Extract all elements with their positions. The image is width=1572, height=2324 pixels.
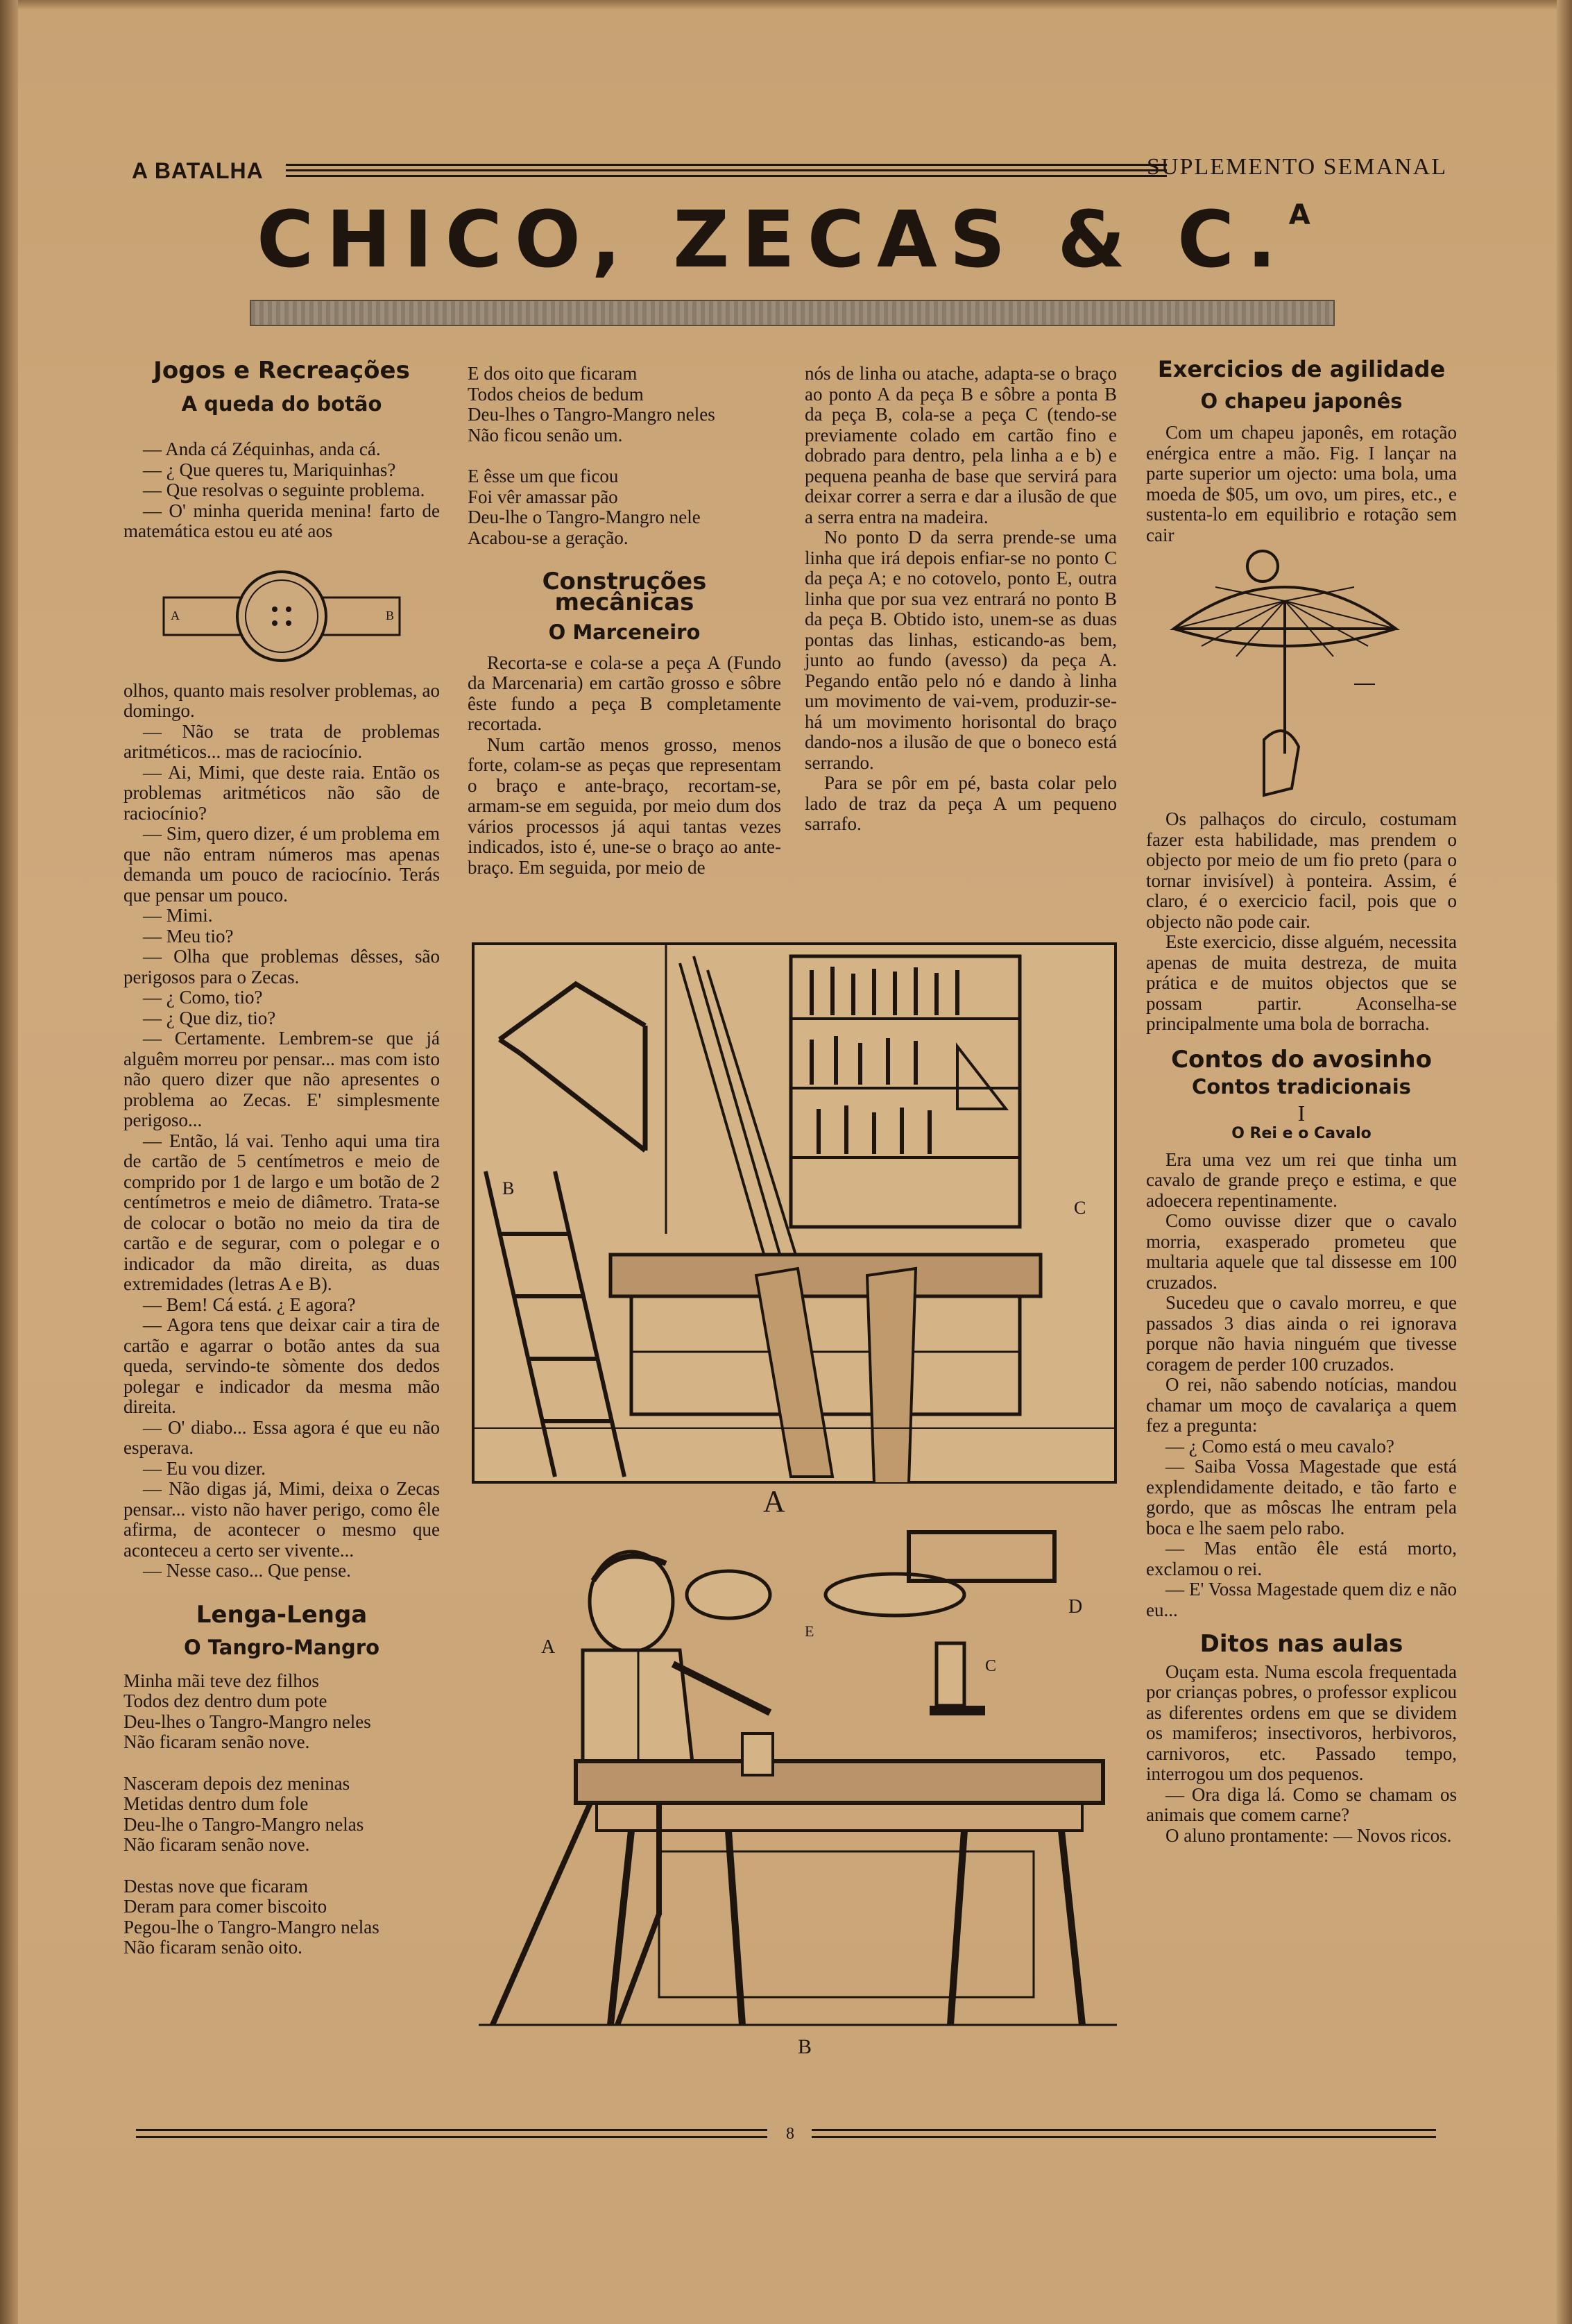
section-title-construcoes: Construções mecânicas (542, 568, 707, 616)
verse-line: E dos oito que ficaram (468, 363, 638, 384)
button-figure (123, 542, 440, 681)
figure-label-a-bottom: A (763, 1484, 785, 1518)
footer-rule-left-2 (136, 2136, 767, 2138)
paragraph: Com um chapeu japonês, em rotação enérgica entre a mão. Fig. I lançar na parte superior um ojecto: uma bola, uma moeda de $05, um ovo, um pires, etc., e sustenta-lo em equilibrio e rotação sem cair (1146, 422, 1457, 545)
paragraph: — ¿ Como, tio? (143, 987, 263, 1008)
story-number: I (1297, 1100, 1306, 1126)
verse-line: Deu-lhe o Tangro-Mangro nelas (123, 1813, 364, 1835)
figure-label-a-man: A (541, 1636, 556, 1658)
verse-line: Todos dez dentro dum pote (123, 1690, 327, 1711)
paragraph: No ponto D da serra prende-se uma linha que irá depois enfiar-se no ponto C da peça A; e no cotovelo, ponto E, outra linha que por sua vez entrará no ponto B da peça B. Obtido isto, unem-se as duas pontas das linhas, esticando-as bem, junto ao fundo (avesso) da peça A. Pegando então pelo nó e dando à linha um movimento de vai-vem, produzir-se-há um movimento horisontal do braço dando-nos a ilusão de que o boneco está serrando. (805, 527, 1117, 773)
verse-line: Não ficou senão um. (468, 424, 623, 446)
paragraph: Sucedeu que o cavalo morreu, e que passados 3 dias ainda o rei ignorava porque não havia ninguém que tivesse coragem de perder 100 cruzados. (1146, 1292, 1457, 1375)
paragraph: — O' minha querida menina! farto de matemática estou eu até aos (123, 500, 440, 541)
section-subtitle-contos: Contos tradicionais (1192, 1075, 1411, 1099)
section-title-contos: Contos do avosinho (1171, 1045, 1432, 1074)
paragraph: — Bem! Cá está. ¿ E agora? (143, 1294, 356, 1315)
paragraph: — Não digas já, Mimi, deixa o Zecas pensar... visto não haver perigo, como êle afirma, de acontecer o mesmo que aconteceu a certo ser vivente... (123, 1478, 440, 1561)
figure-label-d: D (1068, 1596, 1083, 1618)
paragraph: — Ora diga lá. Como se chamam os animais que comem carne? (1146, 1783, 1457, 1825)
paragraph: Para se pôr em pé, basta colar pelo lado de traz da peça A um pequeno sarrafo. (805, 772, 1117, 834)
section-subtitle-marceneiro: O Marceneiro (548, 620, 701, 644)
brand-name: A BATALHA (132, 158, 264, 183)
page-number: 8 (786, 2125, 794, 2143)
paragraph: — ¿ Que queres tu, Mariquinhas? (143, 459, 396, 480)
story-title: O Rei e o Cavalo (1231, 1125, 1372, 1142)
figure-label-c: C (985, 1657, 997, 1675)
column-2 (468, 364, 781, 878)
page-edge-right (1557, 0, 1572, 2324)
verse-line: Minha mãi teve dez filhos (123, 1670, 319, 1691)
figure-label-b-top: B (502, 1178, 515, 1198)
paragraph: — ¿ Como está o meu cavalo? (1165, 1435, 1394, 1457)
paragraph: — Certamente. Lembrem-se que já alguêm morreu por pensar... mas com isto não quero dizer que não apresentes o problema ao Zecas. E' simplesmente perigoso... (123, 1028, 440, 1130)
section-subtitle-chapeu: O chapeu japonês (1200, 389, 1403, 413)
masthead-title-text: CHICO, ZECAS & C. (257, 195, 1289, 285)
column-1 (123, 357, 440, 1958)
section-title-jogos: Jogos e Recreações (153, 357, 410, 384)
verse-line: Não ficaram senão nove. (123, 1834, 310, 1855)
header-rule-3 (286, 175, 1167, 177)
masthead-title (257, 195, 1367, 285)
paragraph: Os palhaços do circulo, costumam fazer esta habilidade, mas prendem o objecto por meio de um fio preto (para o tornar invisível) à ponteira. Assim, é claro, é o exercicio facil, pois que o objecto não pode cair. (1146, 808, 1457, 932)
verse-line: E êsse um que ficou (468, 466, 619, 486)
paragraph: — ¿ Que diz, tio? (143, 1007, 276, 1028)
workshop-background-figure (472, 942, 1117, 1484)
section-title-lenga: Lenga-Lenga (196, 1600, 368, 1629)
paragraph: Era uma vez um rei que tinha um cavalo de grande preço e estima, e que adoecera repentinamente. (1146, 1148, 1457, 1211)
carpenter-figure (479, 1525, 1117, 2058)
section-subtitle-queda: A queda do botão (181, 391, 382, 416)
paragraph: — Sim, quero dizer, é um problema em que não entram números mas apenas demanda um pouco de raciocínio. Terás que pensar um pouco. (123, 823, 440, 906)
verse-line: Todos cheios de bedum (468, 383, 644, 405)
paragraph: Ouçam esta. Numa escola frequentada por crianças pobres, o professor explicou as diferentes ordens em que se dividem os mamiferos; insectivoros, herbivoros, carnivoros, etc. Passado tempo, interrogou um dos pequenos. (1146, 1661, 1457, 1784)
paragraph: — E' Vossa Magestade quem diz e não eu... (1146, 1579, 1457, 1620)
verse-line: Acabou-se a geração. (468, 527, 629, 548)
figure-label-b-man: B (798, 2035, 812, 2058)
paragraph: — Mimi. (143, 905, 213, 926)
carpenter-illustration (479, 1525, 1117, 2053)
figure-label-b: B (386, 608, 395, 622)
paragraph: — Nesse caso... Que pense. (143, 1560, 351, 1581)
footer-rule-left-1 (136, 2129, 767, 2131)
paragraph: — Anda cá Zéquinhas, anda cá. (143, 439, 381, 459)
paragraph: Num cartão menos grosso, menos forte, colam-se as peças que representam o braço e ante-braço, recortam-se, armam-se em seguida, por meio dum dos vários processos já aqui tantas vezes indicados, isto é, une-se o braço ao ante-braço. Em seguida, por meio de (468, 733, 781, 878)
verse-line: Deram para comer biscoito (123, 1896, 327, 1917)
paragraph: — Meu tio? (143, 925, 234, 947)
header-rule-1 (286, 164, 1167, 166)
section-subtitle-tangro: O Tangro-Mangro (183, 1636, 380, 1659)
workshop-illustration (472, 942, 1117, 1484)
figure-label-a: A (171, 608, 180, 622)
paragraph: O rei, não sabendo notícias, mandou chamar um moço de cavalariça a quem fez a pregunta: (1146, 1374, 1457, 1436)
column-4 (1146, 356, 1457, 1846)
footer-rule-right-2 (812, 2136, 1436, 2138)
supplement-label: SUPLEMENTO SEMANAL (1146, 154, 1447, 180)
umbrella-figure (1146, 545, 1457, 809)
paragraph: — Ai, Mimi, que deste raia. Então os problemas aritméticos não são de raciocínio? (123, 761, 440, 824)
figure-label-c-top: C (1074, 1198, 1086, 1218)
footer-rule-right-1 (812, 2129, 1436, 2131)
masthead-bar (250, 300, 1335, 326)
section-title-ditos: Ditos nas aulas (1199, 1630, 1403, 1658)
paragraph: Este exercicio, disse alguém, necessita apenas de muita destreza, de muita prática e de muitos objectos que se possam partir. Aconselha-se principalmente uma bola de borracha. (1146, 931, 1457, 1034)
paragraph: nós de linha ou atache, adapta-se o braço ao ponto A da peça B e sôbre a ponta B da peça B, cola-se a peça C (tendo-se previamente colado em cartão fino e dobrado para dentro, pela linha a e b) e pequena peanha de base que servirá para deixar correr a serra e dar a ilusão de que a serra entra na madeira. (805, 363, 1117, 527)
paragraph: — Que resolvas o seguinte problema. (143, 480, 425, 500)
verse-line: Não ficaram senão oito. (123, 1937, 302, 1958)
paragraph: — Agora tens que deixar cair a tira de cartão e agarrar o botão antes da sua queda, servindo-te sòmente dos dedos polegar e indicador da mesma mão direita. (123, 1314, 440, 1417)
verse-line: Deu-lhes o Tangro-Mangro neles (123, 1711, 371, 1732)
paragraph: — Então, lá vai. Tenho aqui uma tira de cartão de 5 centímetros e meio de comprido por 1 de largo e um botão de 2 centímetros e meio de diâmetro. Trata-se de colocar o botão no meio da tira de cartão e de segurar, com o polegar e o indicador da mão direita, as duas extremidades (letras A e B). (123, 1130, 440, 1294)
section-title-exercicios: Exercicios de agilidade (1157, 356, 1446, 382)
paragraph: olhos, quanto mais resolver problemas, ao domingo. (123, 679, 440, 721)
paragraph: Recorta-se e cola-se a peça A (Fundo da Marcenaria) em cartão grosso e sôbre êste fundo a peça B completamente recortada. (468, 652, 781, 734)
paragraph: — Mas então êle está morto, exclamou o rei. (1146, 1538, 1457, 1579)
verse-line: Pegou-lhe o Tangro-Mangro nelas (123, 1916, 379, 1937)
masthead-title-sup: A (1288, 199, 1310, 231)
column-3 (805, 364, 1117, 835)
paragraph: Como ouvisse dizer que o cavalo morria, exasperado prometeu que multaria aquele que tal dissesse em 100 cruzados. (1146, 1210, 1457, 1293)
paragraph: — Olha que problemas dêsses, são perigosos para o Zecas. (123, 946, 440, 987)
paragraph: — Eu vou dizer. (143, 1457, 266, 1479)
japanese-umbrella-illustration (1146, 545, 1457, 809)
verse-line: Destas nove que ficaram (123, 1875, 309, 1897)
page-edge-top (0, 0, 1572, 10)
page-edge-left (0, 0, 18, 2324)
paragraph: — Saiba Vossa Magestade que está explendidamente deitado, e tão farto e gordo, que as môscas lhe entram pela boca e lhe saem pelo rabo. (1146, 1456, 1457, 1538)
verse-line: Metidas dentro dum fole (123, 1793, 309, 1814)
verse-line: Deu-lhes o Tangro-Mangro neles (468, 404, 715, 425)
paragraph: — O' diabo... Essa agora é que eu não esperava. (123, 1416, 440, 1458)
verse-line: Deu-lhe o Tangro-Mangro nele (468, 507, 701, 527)
verse-line: Nasceram depois dez meninas (123, 1772, 350, 1794)
header-rule-2 (286, 169, 1167, 171)
verse-line: Foi vêr amassar pão (468, 486, 618, 507)
paragraph: — Não se trata de problemas aritméticos... mas de raciocínio. (123, 720, 440, 762)
figure-label-e: E (805, 1622, 814, 1640)
verse-line: Não ficaram senão nove. (123, 1731, 310, 1752)
paragraph: O aluno prontamente: — Novos ricos. (1165, 1824, 1452, 1846)
